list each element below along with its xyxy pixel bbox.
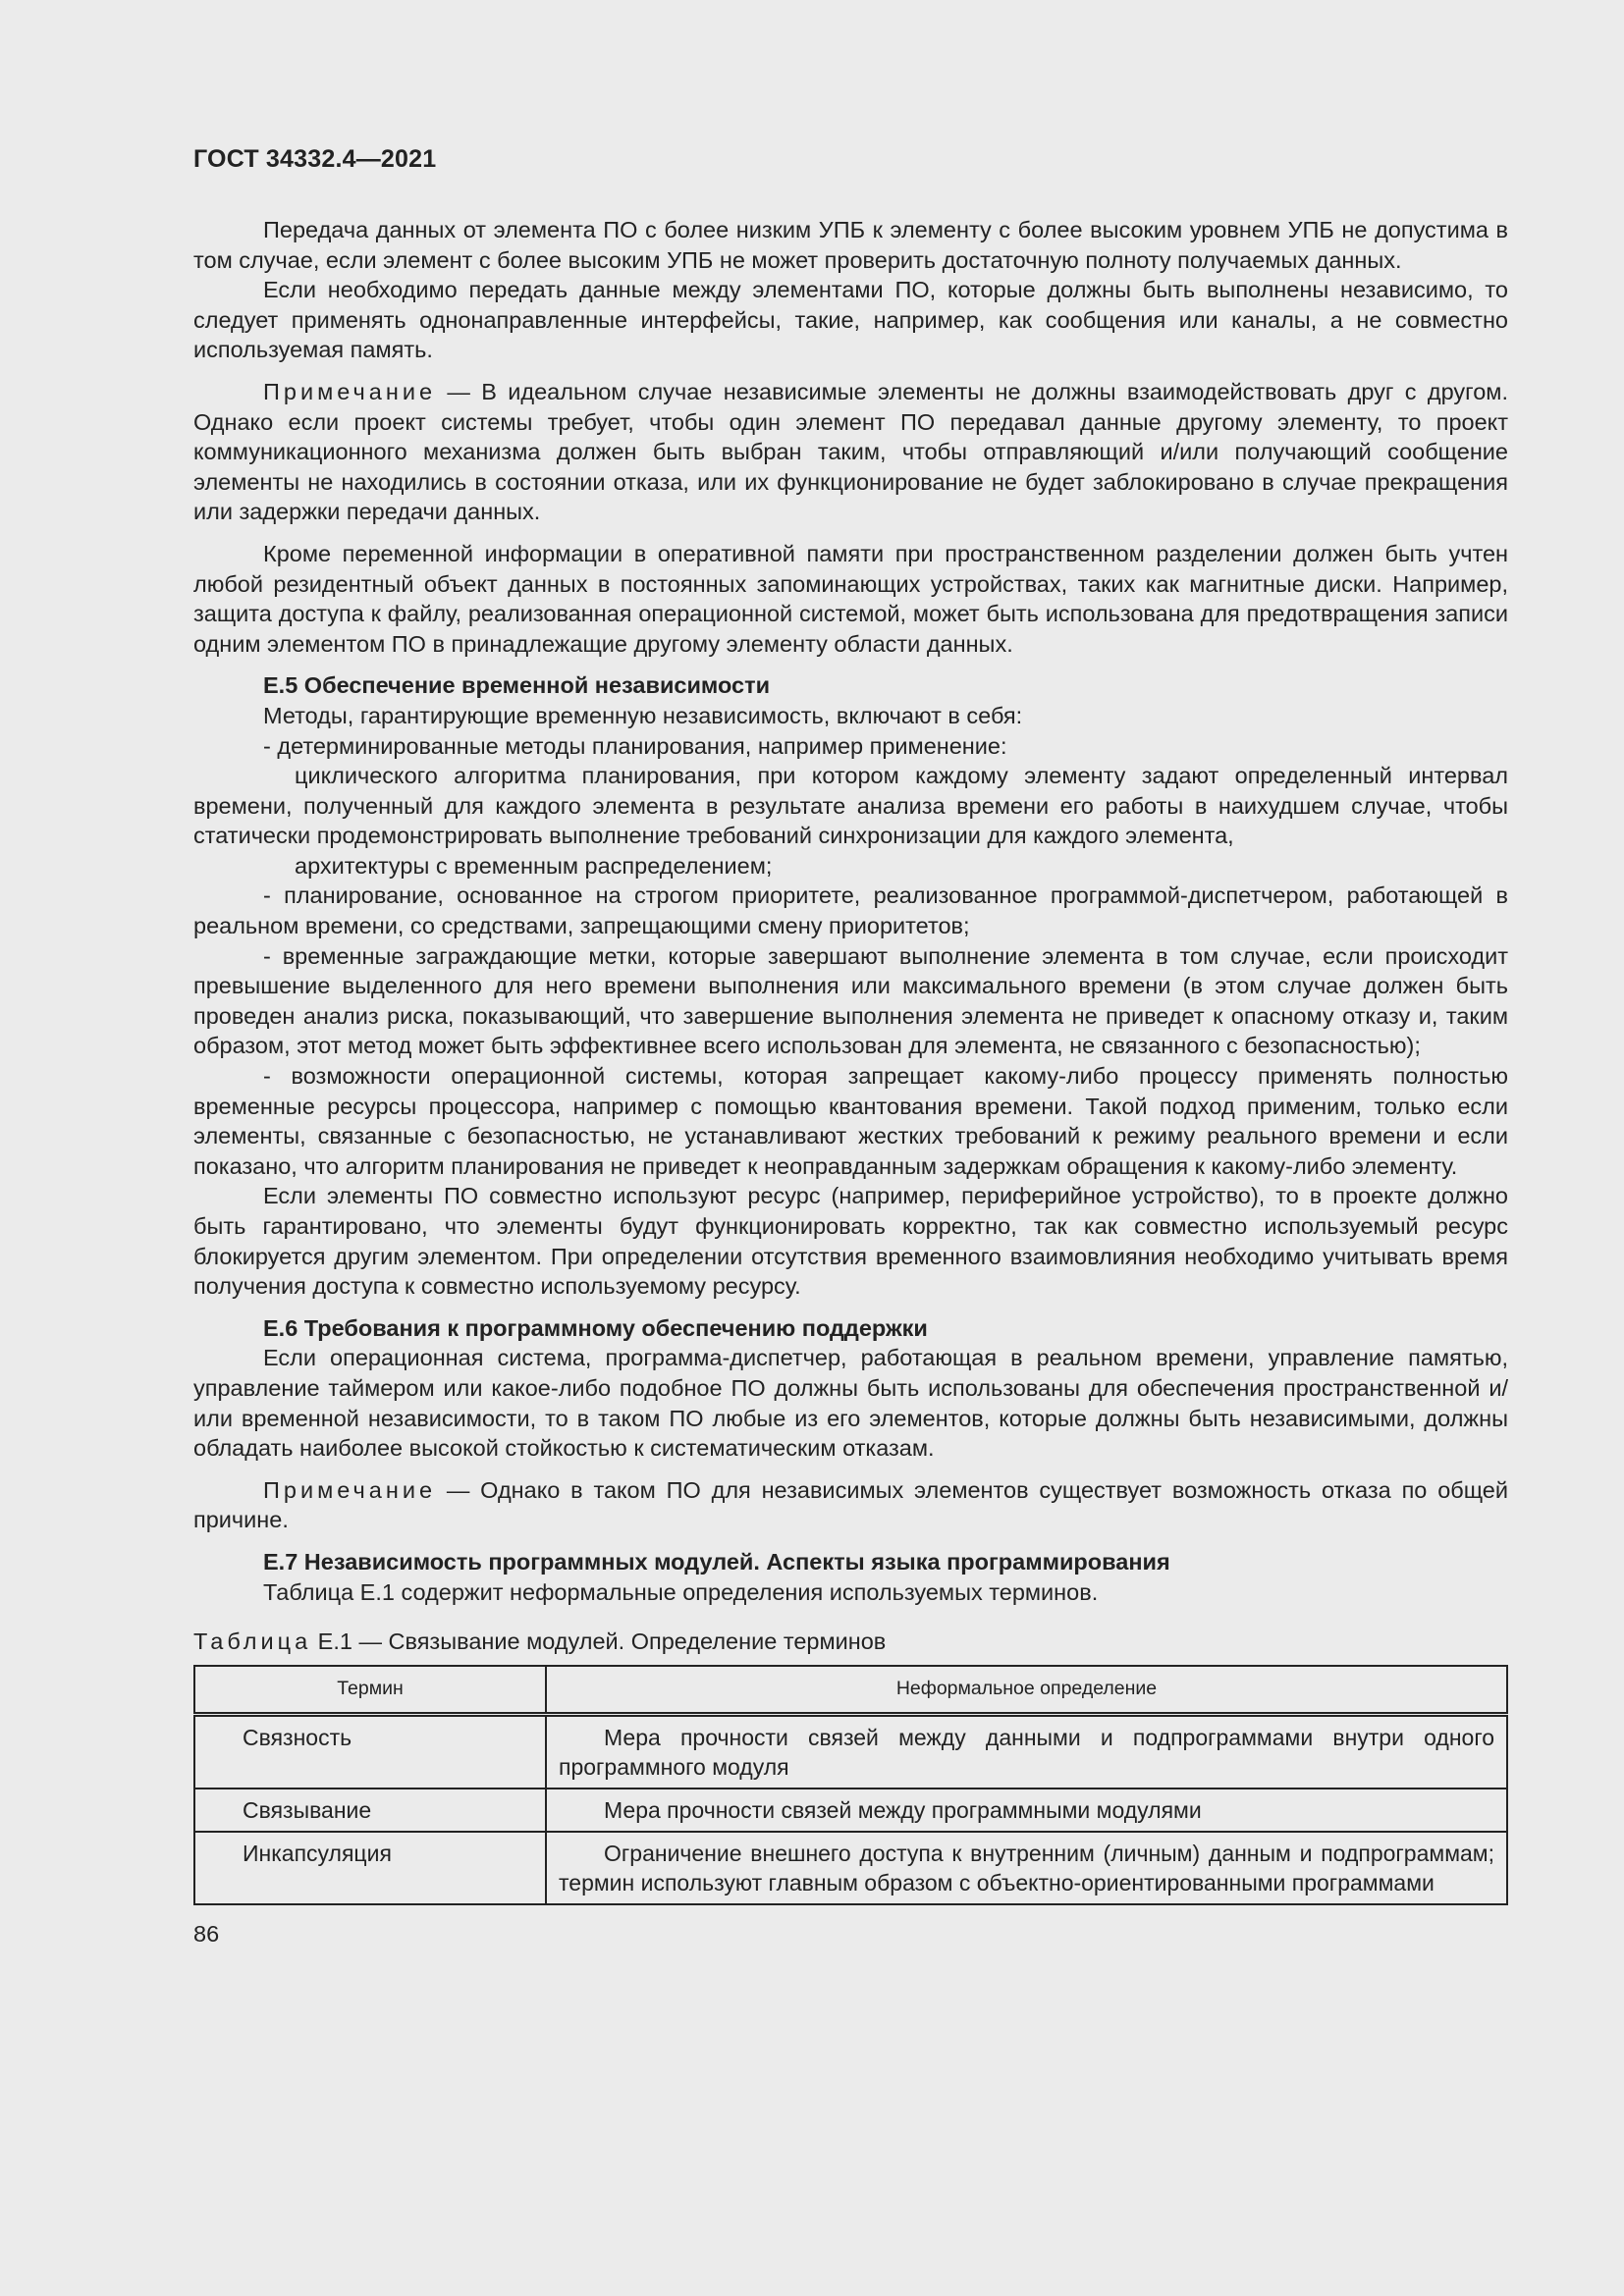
section-heading-e5: Е.5 Обеспечение временной независимости (263, 672, 771, 699)
section-heading-e6: Е.6 Требования к программному обеспечению поддержки (263, 1314, 928, 1341)
list-item: - временные заграждающие метки, которые завершают выполнение элемента в том случае, если происходит превышение выделенного для него времени выполнения или максимального времени (в этом случае должен быть проведен анализ риска, показывающий, что завершение выполнения элемента не приведет к опасному отказу и, таким образом, этот метод может быть эффективнее всего использован для элемента, не связанного с безопасностью); (193, 942, 1508, 1059)
term-cell: Связывание (194, 1789, 546, 1832)
definition-cell: Ограничение внешнего доступа к внутренним (личным) данным и подпрограммам; термин используют главным образом с объектно-ориентированными программами (546, 1832, 1507, 1904)
paragraph: Если необходимо передать данные между элементами ПО, которые должны быть выполнены независимо, то следует применять однонаправленные интерфейсы, такие, например, как сообщения или каналы, а не совместно используемая память. (193, 277, 1508, 363)
page-number: 86 (193, 1920, 220, 1947)
note (193, 1475, 1508, 1535)
note (193, 377, 1508, 527)
section-heading-e7: Е.7 Независимость программных модулей. Аспекты языка программирования (263, 1548, 1170, 1575)
document-code: ГОСТ 34332.4—2021 (193, 145, 437, 173)
list-item: - планирование, основанное на строгом приоритете, реализованное программой-диспетчером, работающей в реальном времени, со средствами, запрещающими смену приоритетов; (193, 882, 1508, 939)
column-header-term: Термин (194, 1666, 546, 1715)
term-cell: Инкапсуляция (194, 1832, 546, 1904)
list-subitem: архитектуры с временным распределением; (295, 852, 773, 879)
definition-cell: Мера прочности связей между данными и подпрограммами внутри одного программного модуля (546, 1714, 1507, 1789)
list-subitem: циклического алгоритма планирования, при котором каждому элементу задают определенный интервал времени, полученный для каждого элемента в результате анализа времени его работы в наихудшем случае, чтобы статически продемонстрировать выполнение требований синхронизации для каждого элемента, (193, 763, 1508, 849)
table-row (194, 1789, 1507, 1832)
paragraph: Кроме переменной информации в оперативной памяти при пространственном разделении должен быть учтен любой резидентный объект данных в постоянных запоминающих устройствах, таких как магнитные диски. Например, защита доступа к файлу, реализованная операционной системой, может быть использована для предотвращения записи одним элементом ПО в принадлежащие другому элементу области данных. (193, 540, 1508, 657)
column-header-definition: Неформальное определение (546, 1666, 1507, 1715)
list-item: - детерминированные методы планирования, например применение: (263, 732, 1007, 759)
list-item: - возможности операционной системы, которая запрещает какому-либо процессу применять полностью временные ресурсы процессора, например с помощью квантования времени. Такой подход применим, только если элементы, связанные с безопасностью, не устанавливают жестких требований к режиму реального времени и если показано, что алгоритм планирования не приведет к неоправданным задержкам обращения к какому-либо элементу. (193, 1063, 1508, 1179)
document-page (193, 145, 1508, 1948)
term-cell: Связность (194, 1714, 546, 1789)
note-label: Примечание (263, 378, 437, 404)
definitions-table (193, 1665, 1508, 1905)
table-caption-text: Е.1 — Связывание модулей. Определение терминов (311, 1629, 887, 1655)
paragraph: Методы, гарантирующие временную независимость, включают в себя: (263, 702, 1023, 728)
definition-cell: Мера прочности связей между программными модулями (546, 1789, 1507, 1832)
table-header-row (194, 1666, 1507, 1715)
note-label: Примечание (263, 1476, 437, 1503)
note-text: — Однако в таком ПО для независимых элементов существует возможность отказа по общей причине. (193, 1476, 1508, 1533)
paragraph: Если операционная система, программа-диспетчер, работающая в реальном времени, управление памятью, управление таймером или какое-либо подобное ПО должны быть использованы для обеспечения пространственной и/или временной независимости, то в таком ПО любые из его элементов, которые должны быть независимыми, должны обладать наиболее высокой стойкостью к систематическим отказам. (193, 1345, 1508, 1462)
table-caption (193, 1627, 1508, 1657)
table-row (194, 1714, 1507, 1789)
paragraph: Передача данных от элемента ПО с более низким УПБ к элементу с более высоким уровнем УПБ не допустима в том случае, если элемент с более высоким УПБ не может проверить достаточную полноту получаемых данных. (193, 217, 1508, 273)
paragraph: Таблица Е.1 содержит неформальные определения используемых терминов. (263, 1578, 1099, 1605)
table-caption-label: Таблица (193, 1629, 312, 1655)
paragraph: Если элементы ПО совместно используют ресурс (например, периферийное устройство), то в проекте должно быть гарантировано, что элементы будут функционировать корректно, так как совместно используемый ресурс блокируется другим элементом. При определении отсутствия временного взаимовлияния необходимо учитывать время получения доступа к совместно используемому ресурсу. (193, 1183, 1508, 1300)
table-row (194, 1832, 1507, 1904)
note-text: — В идеальном случае независимые элементы не должны взаимодействовать друг с другом. Однако если проект системы требует, чтобы один элемент ПО передавал данные другому элементу, то проект коммуникационного механизма должен быть выбран таким, чтобы отправляющий и/или получающий сообщение элементы не находились в состоянии отказа, или их функционирование не будет заблокировано в случае прекращения или задержки передачи данных. (193, 378, 1508, 525)
